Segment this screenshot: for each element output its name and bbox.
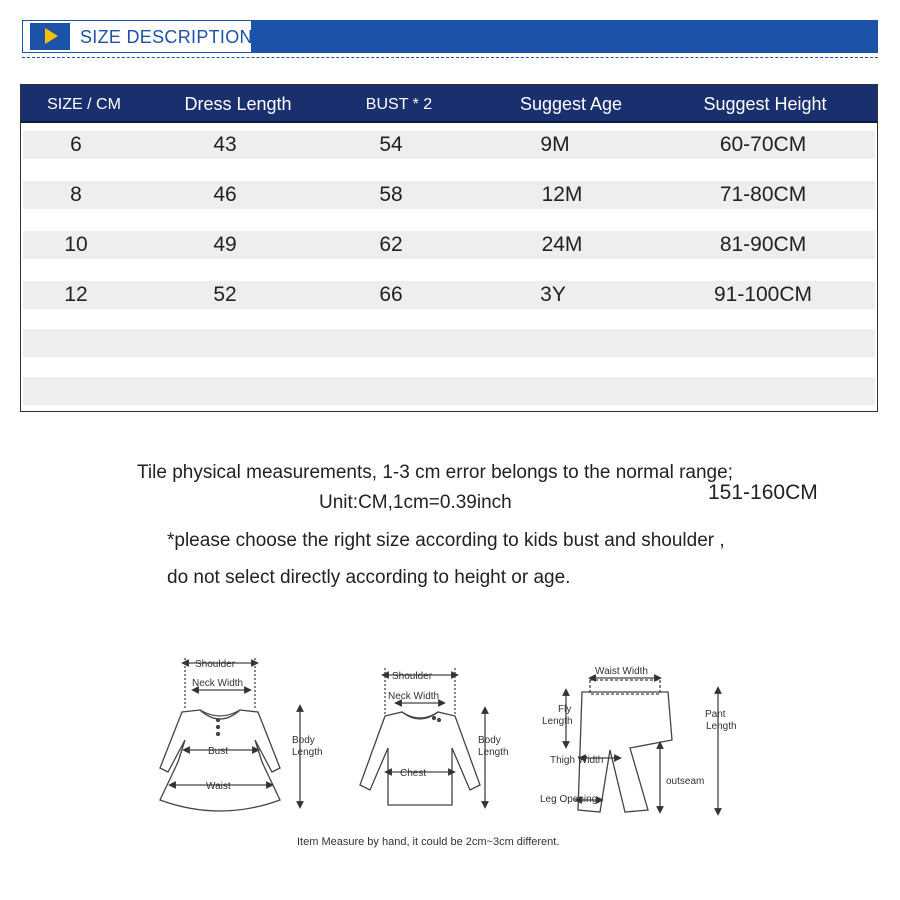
cell-height: 81-90CM: [719, 233, 807, 256]
dress-shoulder-label: Shoulder: [195, 659, 236, 670]
pants-leg-label: Leg Opening: [540, 794, 598, 805]
top-neck-label: Neck Width: [388, 691, 440, 702]
cell-size: 10: [64, 233, 88, 256]
table-row: [21, 181, 877, 209]
row-band: [23, 329, 875, 357]
cell-height: 60-70CM: [719, 133, 807, 156]
cell-dress-length: 46: [213, 183, 237, 206]
cell-size: 8: [70, 183, 82, 206]
cell-age: 12M: [541, 183, 583, 206]
diagram-svg: [130, 650, 750, 860]
dress-body-label-2: Length: [292, 747, 323, 758]
dress-bust-label: Bust: [208, 746, 229, 757]
cell-dress-length: 52: [213, 283, 237, 306]
cell-height: 71-80CM: [719, 183, 807, 206]
pants-fly-label-1: Fly: [558, 704, 572, 715]
pants-diagram-icon: [566, 678, 718, 812]
top-chest-label: Chest: [400, 768, 427, 779]
section-title: SIZE DESCRIPTION: [80, 27, 253, 47]
dress-body-label-1: Body: [292, 735, 315, 746]
pants-waist-label: Waist Width: [595, 666, 648, 677]
play-arrow-icon: [45, 28, 58, 44]
cell-height: 91-100CM: [713, 283, 813, 306]
stray-height-label: 151-160CM: [708, 481, 818, 504]
cell-bust: 58: [379, 183, 403, 206]
pants-thigh-label: Thigh Width: [550, 755, 604, 766]
column-header-dress-length: Dress Length: [184, 94, 292, 114]
column-header-bust: BUST * 2: [365, 96, 433, 113]
pants-fly-label-2: Length: [542, 716, 573, 727]
table-row: [21, 131, 877, 159]
cell-dress-length: 43: [213, 133, 237, 156]
measurement-diagrams: [130, 650, 750, 860]
size-table: [20, 84, 878, 412]
cell-age: 9M: [540, 133, 570, 156]
row-band: [23, 377, 875, 405]
unit-note: Unit:CM,1cm=0.39inch: [319, 492, 512, 513]
top-diagram-icon: [360, 668, 485, 805]
table-row: [21, 281, 877, 309]
table-header: [21, 85, 877, 123]
pants-pant-label-2: Length: [706, 721, 737, 732]
cell-size: 12: [64, 283, 88, 306]
measure-footnote: Item Measure by hand, it could be 2cm~3cm different.: [297, 836, 560, 848]
cell-bust: 54: [379, 133, 403, 156]
cell-bust: 62: [379, 233, 403, 256]
column-header-suggest-age: Suggest Age: [519, 94, 623, 114]
pants-pant-label-1: Pant: [705, 709, 726, 720]
cell-size: 6: [70, 133, 82, 156]
size-warning-note: do not select directly according to height or age.: [167, 567, 571, 588]
dress-waist-label: Waist: [206, 781, 231, 792]
cell-bust: 66: [379, 283, 403, 306]
top-body-label-2: Length: [478, 747, 509, 758]
top-body-label-1: Body: [478, 735, 501, 746]
column-header-suggest-height: Suggest Height: [703, 94, 827, 114]
cell-age: 3Y: [540, 283, 566, 306]
column-header-size: SIZE / CM: [47, 96, 121, 113]
cell-dress-length: 49: [213, 233, 237, 256]
pants-outseam-label: outseam: [666, 776, 705, 787]
dress-neck-label: Neck Width: [192, 678, 244, 689]
measurement-note: Tile physical measurements, 1-3 cm error belongs to the normal range;: [137, 462, 733, 483]
table-row: [21, 231, 877, 259]
top-shoulder-label: Shoulder: [392, 671, 433, 682]
dashed-divider: [22, 57, 878, 58]
cell-age: 24M: [541, 233, 583, 256]
size-advice-note: *please choose the right size according to kids bust and shoulder ,: [167, 530, 725, 551]
